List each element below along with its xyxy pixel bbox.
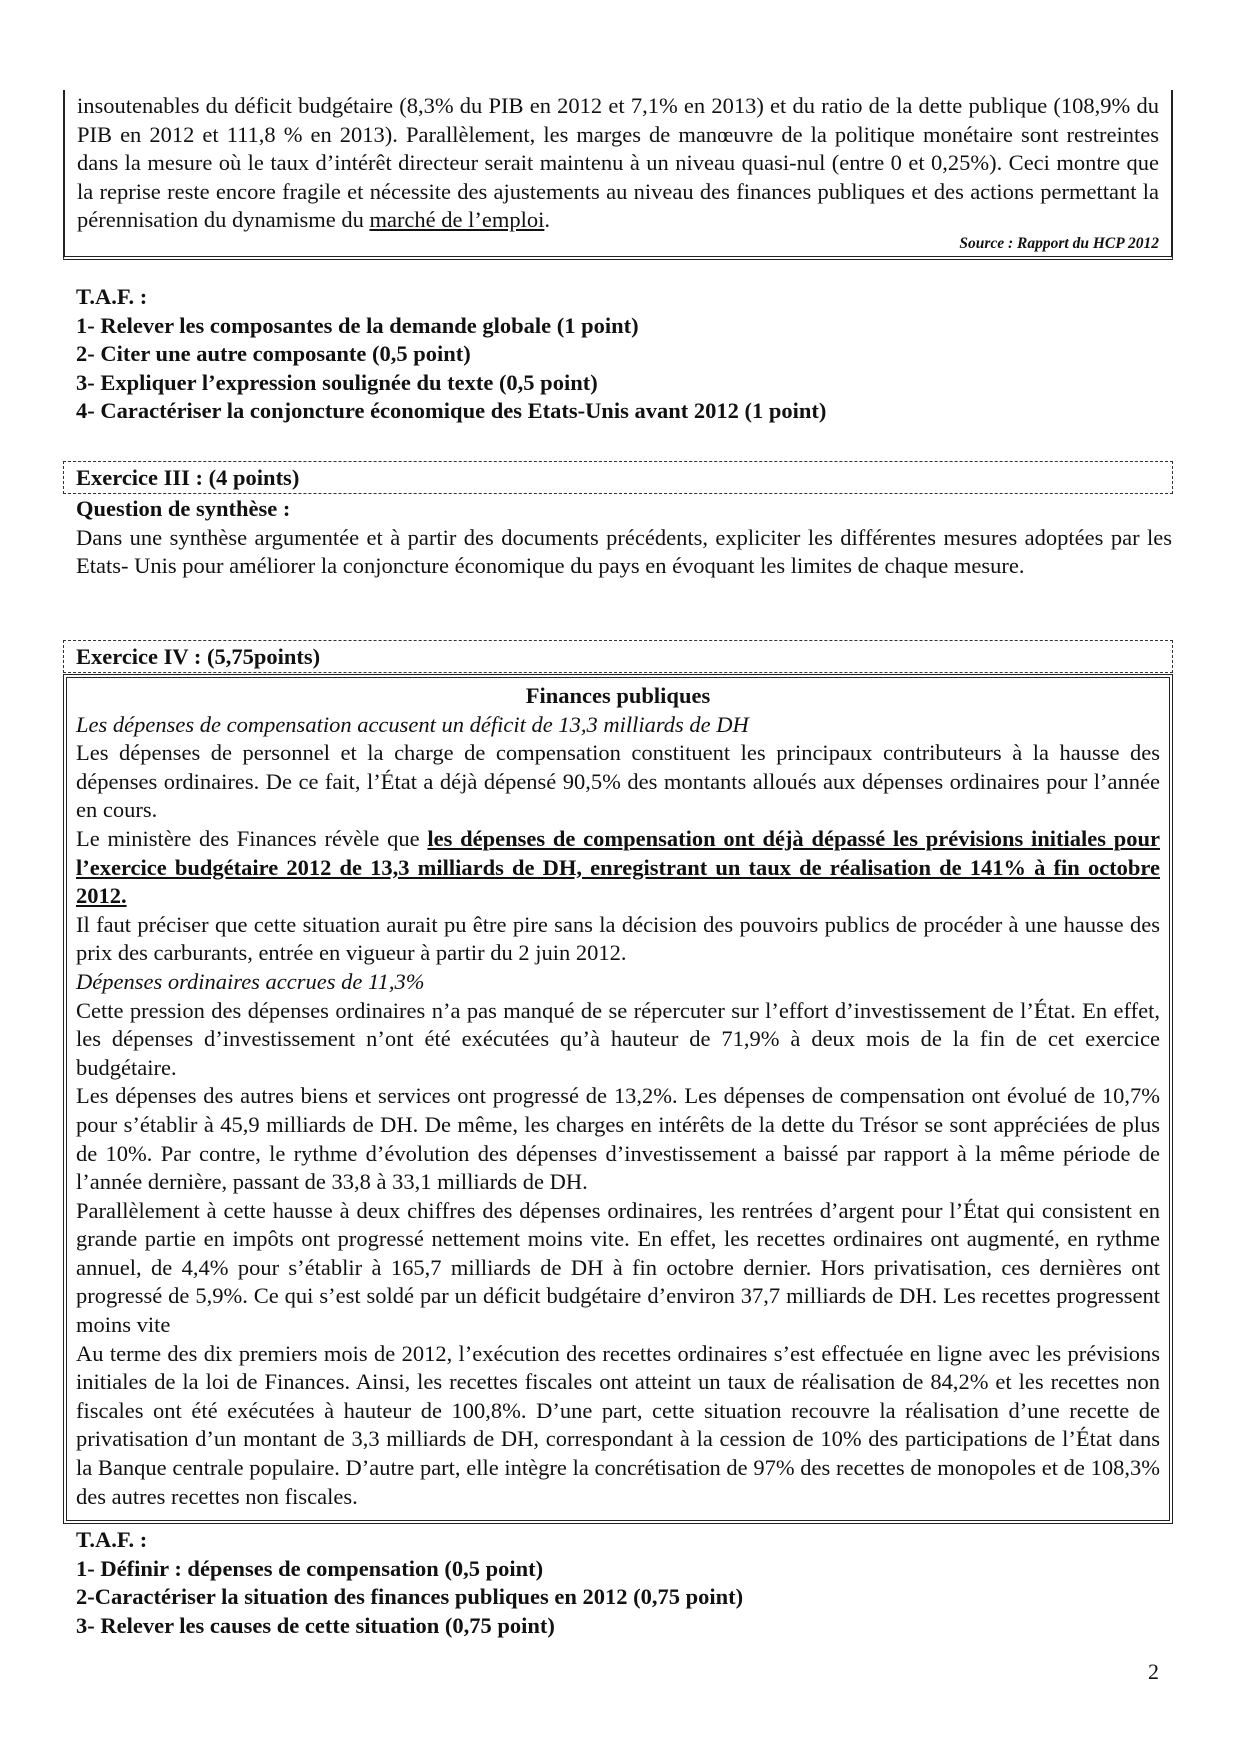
taf-item: 1- Définir : dépenses de compensation (0,5 point) [76,1555,544,1581]
taf-item: 3- Expliquer l’expression soulignée du texte (0,5 point) [76,369,598,395]
article-paragraph-3: Il faut préciser que cette situation aurait pu être pire sans la décision des pouvoirs publics de procéder à une hausse des prix des carburants, entrée en vigueur à partir du 2 juin 2012. [76,911,1160,966]
taf-item: 3- Relever les causes de cette situation (0,75 point) [76,1612,555,1638]
exercise-4-header [63,640,1173,673]
article-paragraph-6: Parallèlement à cette hausse à deux chiffres des dépenses ordinaires, les rentrées d’argent pour l’État qui consistent en grande partie en impôts ont progressé nettement moins vite. En effet, les recettes ordinaires ont augmenté, en rythme annuel, de 4,4% pour s’établir à 165,7 milliards de DH à fin octobre dernier. Hors privatisation, ces dernières ont progressé de 5,9%. Ce qui s’est soldé par un déficit budgétaire d’environ 37,7 milliards de DH. Les recettes progressent moins vite [76,1197,1160,1338]
article-paragraph-7: Au terme des dix premiers mois de 2012, l’exécution des recettes ordinaires s’est effectuée en ligne avec les prévisions initiales de la loi de Finances. Ainsi, les recettes fiscales ont atteint un taux de réalisation de 84,2% et les recettes non fiscales ont été exécutées à hauteur de 100,8%. D’une part, cette situation recouvre la réalisation d’une recette de privatisation d’un montant de 3,3 milliards de DH, correspondant à la cession de 10% des participations de l’État dans la Banque centrale populaire. D’autre part, elle intègre la concrétisation de 97% des recettes de monopoles et de 108,3% des autres recettes non fiscales. [76,1340,1160,1509]
article-highlight: les dépenses de compensation ont déjà dépassé les prévisions initiales pour l’exercice budgétaire 2012 de 13,3 milliards de DH, enregistrant un taux de réalisation de 141% à fin octobre 2012. [76,825,1160,909]
article-paragraph-4: Cette pression des dépenses ordinaires n’a pas manqué de se répercuter sur l’effort d’investissement de l’État. En effet, les dépenses d’investissement n’ont été exécutées qu’à hauteur de 71,9% à deux mois de la fin de cet exercice budgétaire. [76,997,1160,1080]
article-paragraph-5: Les dépenses des autres biens et services ont progressé de 13,2%. Les dépenses de compensation ont évolué de 10,7% pour s’établir à 45,9 milliards de DH. De même, les charges en intérêts de la dette du Trésor se sont appréciées de plus de 10%. Par contre, le rythme d’évolution des dépenses d’investissement a baissé par rapport à la même période de l’année dernière, passant de 33,8 à 33,1 milliards de DH. [76,1083,1160,1195]
article-paragraph-2 [76,825,1160,911]
taf-section-1 [76,283,1176,426]
source-citation: Source : Rapport du HCP 2012 [959,235,1159,252]
synthesis-question-text: Dans une synthèse argumentée et à partir des documents précédents, expliciter les différentes mesures adoptées par les Etats- Unis pour améliorer la conjoncture économique du pays en évoquant les limites de chaque mesure. [76,524,1172,579]
taf-item: 2-Caractériser la situation des finances publiques en 2012 (0,75 point) [76,1584,744,1610]
taf-item: 4- Caractériser la conjoncture économique des Etats-Unis avant 2012 (1 point) [76,398,827,424]
article-subtitle-2: Dépenses ordinaires accrues de 11,3% [76,968,425,994]
article-title: Finances publiques [525,683,711,708]
source-text-box [63,90,1173,260]
public-finance-text-box [63,674,1173,1524]
article-paragraph-2-text: Le ministère des Finances révèle que [76,825,428,851]
article-paragraph-1: Les dépenses de personnel et la charge de compensation constituent les principaux contributeurs à la hausse des dépenses ordinaires. De ce fait, l’État a déjà dépensé 90,5% des montants alloués aux dépenses ordinaires pour l’année en cours. [76,740,1160,823]
page-number: 2 [1148,1659,1159,1684]
synthesis-question [76,495,1172,581]
source-paragraph-end: . [544,207,551,233]
source-paragraph-text: insoutenables du déficit budgétaire (8,3% du PIB en 2012 et 7,1% en 2013) et du ratio de la dette publique (108,9% du PIB en 2012 et 111,8 % en 2013). Parallèlement, les marges de manœuvre de la politique monétaire sont restreintes dans la mesure où le taux d’intérêt directeur serait maintenu à un niveau quasi-nul (entre 0 et 0,25%). Ceci montre que la reprise reste encore fragile et nécessite des ajustements au niveau des finances publiques et des actions permettant la pérennisation du dynamisme du [77,93,1159,233]
taf-heading: T.A.F. : [76,284,148,309]
exercise-3-header [63,461,1173,494]
exercise-3-title: Exercice III : (4 points) [76,465,300,490]
exercise-4-title: Exercice IV : (5,75points) [76,644,321,669]
taf-item: 2- Citer une autre composante (0,5 point) [76,341,471,367]
synthesis-question-label: Question de synthèse : [76,496,291,521]
taf-section-2 [76,1526,1176,1640]
underlined-expression: marché de l’emploi [369,207,545,233]
source-paragraph [77,92,1159,235]
article-subtitle-1: Les dépenses de compensation accusent un déficit de 13,3 milliards de DH [76,711,749,737]
taf-heading: T.A.F. : [76,1527,148,1552]
taf-item: 1- Relever les composantes de la demande globale (1 point) [76,312,639,338]
